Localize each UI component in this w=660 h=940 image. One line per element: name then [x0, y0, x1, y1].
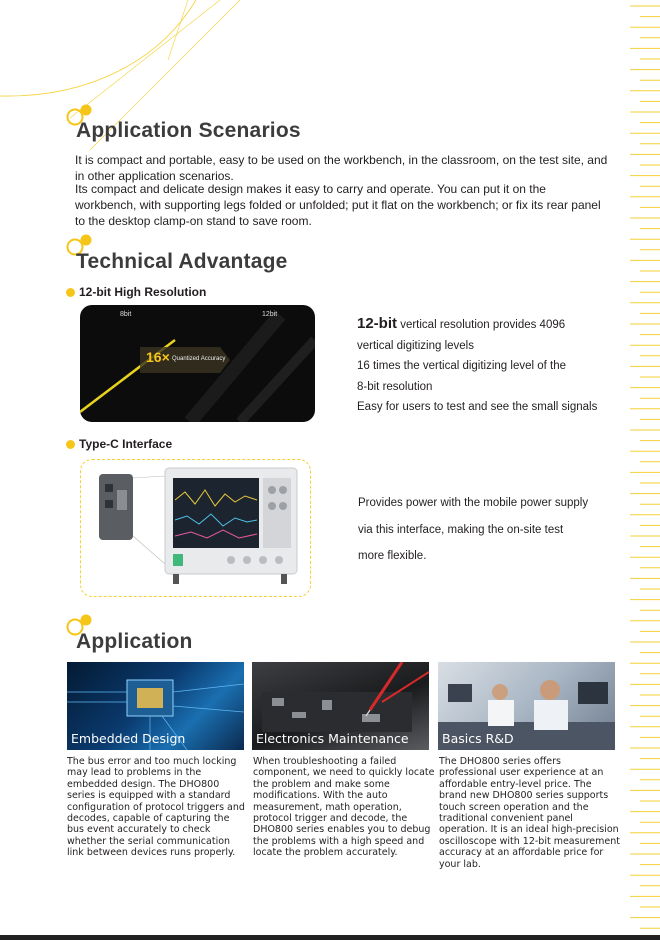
typec-heading: Type-C Interface [66, 437, 172, 451]
card-label-embedded-design: Embedded Design [71, 731, 186, 746]
footer-bar [0, 935, 660, 940]
resolution-line-4: 8-bit resolution [357, 380, 433, 393]
resolution-label-12bit: 12bit [262, 311, 278, 318]
resolution-label-8bit: 8bit [120, 311, 132, 318]
resolution-line-1: vertical resolution provides 4096 [397, 319, 566, 331]
card-basics-rd [438, 662, 615, 750]
typec-line-3: more flexible. [358, 550, 427, 562]
technical-advantage-title: Technical Advantage [76, 250, 288, 273]
bullet-dot-icon [66, 440, 75, 449]
typec-line-2: via this interface, making the on-site test [358, 523, 564, 536]
bullet-dot-icon [66, 288, 75, 297]
resolution-line-3: 16 times the vertical digitizing level of the [357, 360, 567, 372]
resolution-lead: 12-bit [357, 315, 398, 332]
resolution-line-2: vertical digitizing levels [357, 339, 474, 352]
scenarios-paragraph-1: It is compact and portable, easy to be used on the workbench, in the classroom, on the test site, and in other application scenarios. [75, 153, 608, 183]
typec-line-1: Provides power with the mobile power supply [358, 497, 589, 509]
card-embedded-design [67, 662, 244, 750]
card-label-basics-rd: Basics R&D [442, 731, 514, 746]
card-description-embedded-design: The bus error and too much locking may lead to problems in the embedded design. The DHO800 series is equipped with a standard configuration of protocol triggers and decodes, capable of capturing the bus event accurately to check whether the serial communication link between devices runs properly. [67, 756, 245, 859]
ruler-decoration [622, 0, 660, 935]
card-electronics-maintenance [252, 662, 429, 750]
application-scenarios-title: Application Scenarios [76, 119, 301, 142]
scenarios-paragraph-2: Its compact and delicate design makes it easy to carry and operate. You can put it on the workbench, with supporting legs folded or unfolded; put it flat on the workbench; or fix its rear panel to the desktop clamp-on stand to save room. [75, 182, 601, 228]
card-description-basics-rd: The DHO800 series offers professional user experience at an affordable entry-level price. The brand new DHO800 series supports touch screen operation and the traditional convenient panel operation. It is an ideal high-precision oscilloscope with 12-bit measurement accuracy at an affordable price for your lab. [439, 756, 620, 870]
resolution-line-5: Easy for users to test and see the small signals [357, 401, 598, 413]
card-label-electronics-maintenance: Electronics Maintenance [256, 731, 409, 746]
resolution-multiplier: 16× [146, 349, 170, 365]
resolution-graphic [80, 305, 315, 422]
typec-image [80, 459, 311, 597]
resolution-heading: 12-bit High Resolution [66, 285, 206, 299]
resolution-description [357, 314, 627, 418]
oscilloscope-graphic [81, 460, 310, 596]
typec-description [358, 490, 638, 570]
resolution-caption: Quantized Accuracy [172, 356, 226, 362]
application-title: Application [76, 630, 193, 653]
resolution-image [80, 305, 315, 422]
card-description-electronics-maintenance: When troubleshooting a failed component, we need to quickly locate the problem and make some modifications. With the auto measurement, math operation, protocol trigger and decode, the DHO800 series enables you to debug the problems with a high speed and locate the problem accurately. [253, 756, 435, 859]
